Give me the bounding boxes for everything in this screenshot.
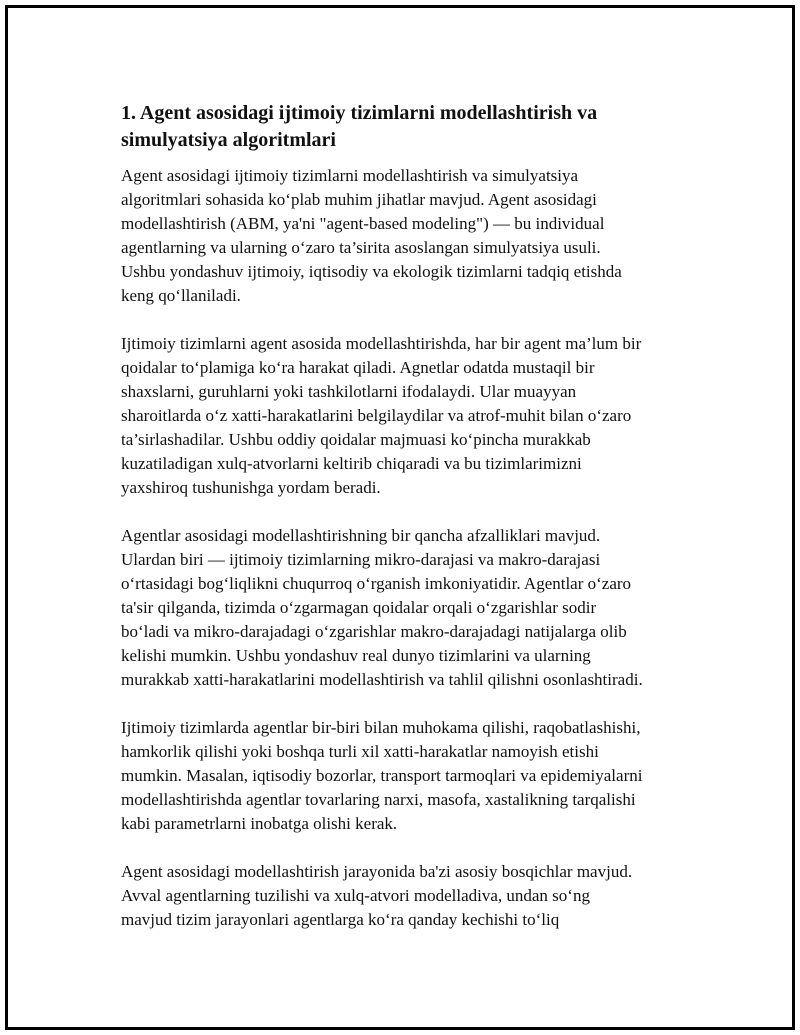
paragraph-1: Agent asosidagi ijtimoiy tizimlarni modellashtirish va simulyatsiya algoritmlari sohasida ko‘plab muhim jihatlar mavjud. Agent asosidagi modellashtirish (ABM, ya'ni "agent-based modeling") — bu individual agentlarning va ularning o‘zaro ta’sirita asoslangan simulyatsiya usuli. Ushbu yondashuv ijtimoiy, iqtisodiy va ekologik tizimlarni tadqiq etishda keng qo‘llaniladi. [121, 166, 622, 305]
document-body [121, 100, 703, 956]
paragraph-3: Agentlar asosidagi modellashtirishning bir qancha afzalliklari mavjud. Ulardan biri — ijtimoiy tizimlarning mikro-darajasi va makro-darajasi o‘rtasidagi bog‘liqlikni chuqurroq o‘rganish imkoniyatidir. Agentlar o‘zaro ta'sir qilganda, tizimda o‘zgarmagan qoidalar orqali o‘zgarishlar sodir bo‘ladi va mikro-darajadagi o‘zgarishlar makro-darajadagi natijalarga olib kelishi mumkin. Ushbu yondashuv real dunyo tizimlarini va ularning murakkab xatti-harakatlarini modellashtirish va tahlil qilishni osonlashtiradi. [121, 526, 643, 689]
page-frame [5, 5, 795, 1030]
paragraph-5: Agent asosidagi modellashtirish jarayonida ba'zi asosiy bosqichlar mavjud. Avval agentlarning tuzilishi va xulq-atvori modelladiva, undan so‘ng mavjud tizim jarayonlari agentlarga ko‘ra qanday kechishi to‘liq [121, 862, 633, 929]
paragraph-4: Ijtimoiy tizimlarda agentlar bir-biri bilan muhokama qilishi, raqobatlashishi, hamkorlik qilishi yoki boshqa turli xil xatti-harakatlar namoyish etishi mumkin. Masalan, iqtisodiy bozorlar, transport tarmoqlari va epidemiyalarni modellashtirishda agentlar tovarlaring narxi, masofa, xastalikning tarqalishi kabi parametrlarni inobatga olishi kerak. [121, 718, 643, 833]
paragraph-2: Ijtimoiy tizimlarni agent asosida modellashtirishda, har bir agent ma’lum bir qoidalar to‘plamiga ko‘ra harakat qiladi. Agnetlar odatda mustaqil bir shaxslarni, guruhlarni yoki tashkilotlarni ifodalaydi. Ular muayyan sharoitlarda o‘z xatti-harakatlarini belgilaydilar va atrof-muhit bilan o‘zaro ta’sirlashadilar. Ushbu oddiy qoidalar majmuasi ko‘pincha murakkab kuzatiladigan xulq-atvorlarni keltirib chiqaradi va bu tizimlarimizni yaxshiroq tushunishga yordam beradi. [121, 334, 642, 497]
section-title: 1. Agent asosidagi ijtimoiy tizimlarni modellashtirish va simulyatsiya algoritmlari [121, 102, 598, 151]
